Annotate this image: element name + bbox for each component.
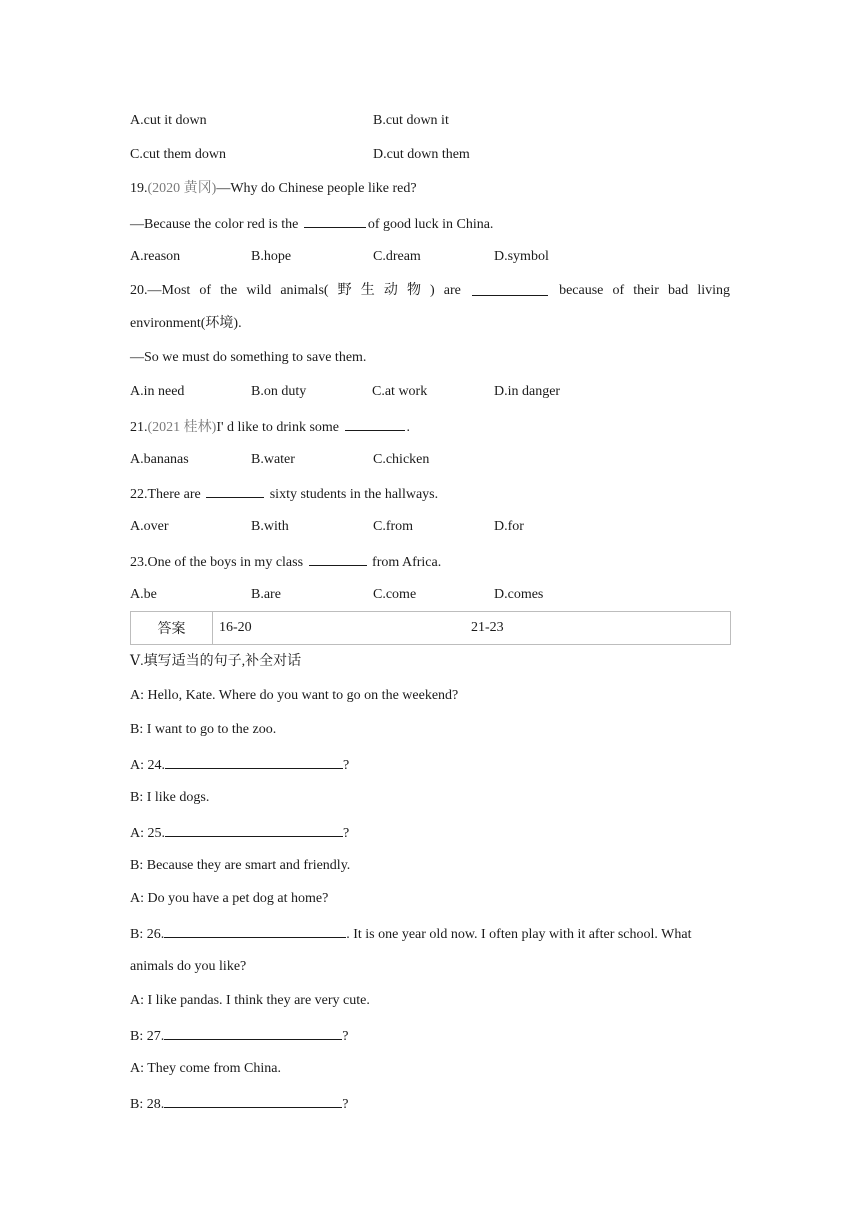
q22-option-d: D.for [494,519,524,534]
section-5-heading: Ⅴ.填写适当的句子,补全对话 [130,654,302,669]
q20-word: 生 [360,283,375,298]
dialog-prefix: B: 28. [130,1097,165,1112]
dialog-suffix: ? [342,1029,349,1044]
dialog-line-28 [130,1093,348,1115]
q19-blank[interactable] [304,213,366,228]
blank-25[interactable] [165,822,343,837]
q21-number: 21. [130,420,148,435]
dialog-line-12: A: They come from China. [130,1061,281,1076]
dialog-line-9: animals do you like? [130,959,247,974]
q20-word: 20.—Most [130,283,191,298]
q20-word: ) [430,283,435,298]
dialog-prefix: B: 26. [130,927,165,942]
q20-blank[interactable] [472,281,548,296]
q22-option-b: B.with [251,519,289,534]
dialog-line-2: B: I want to go to the zoo. [130,722,277,737]
q19-stem [130,179,417,199]
q18-option-b: B.cut down it [373,113,449,128]
dialog-line-27 [130,1025,348,1047]
q20-reply: —So we must do something to save them. [130,350,367,365]
dialog-line-1: A: Hello, Kate. Where do you want to go on the weekend? [130,688,459,703]
blank-24[interactable] [165,754,343,769]
q21-option-b: B.water [251,452,295,467]
q22-option-c: C.from [373,519,414,534]
blank-26[interactable] [164,923,346,938]
dialog-suffix: . It is one year old now. I often play with it after school. What [346,927,692,942]
q23-stem-post: from Africa. [368,555,442,570]
q20-option-b: B.on duty [251,384,307,399]
q20-word: wild [246,283,272,298]
dialog-line-24 [130,754,349,776]
q22-option-a: A.over [130,519,169,534]
q20-word: are [443,283,461,298]
q20-word: of [199,283,212,298]
q20-option-a: A.in need [130,384,185,399]
q20-word: because [559,283,604,298]
q21-option-a: A.bananas [130,452,189,467]
q20-stem [130,281,730,301]
dialog-line-10: A: I like pandas. I think they are very cute. [130,993,370,1008]
dialog-prefix: A: 25. [130,826,165,841]
q19-option-b: B.hope [251,249,292,264]
q18-option-a: A.cut it down [130,113,207,128]
q20-word: their [633,283,659,298]
q22-blank[interactable] [206,483,264,498]
q20-word: animals( [280,283,329,298]
q20-word: 物 [406,283,421,298]
answer-table-label: 答案 [131,612,213,645]
q19-question: —Why do Chinese people like red? [216,181,417,196]
q20-word: the [220,283,238,298]
q22-stem-pre: 22.There are [130,487,205,502]
q22-stem-post: sixty students in the hallways. [266,487,439,502]
blank-27[interactable] [164,1025,342,1040]
q18-option-c: C.cut them down [130,147,227,162]
q19-option-c: C.dream [373,249,421,264]
dialog-line-7: A: Do you have a pet dog at home? [130,891,329,906]
answer-table-cell[interactable] [213,612,731,645]
blank-28[interactable] [164,1093,342,1108]
dialog-suffix: ? [342,1097,349,1112]
q23-option-c: C.come [373,587,417,602]
q19-option-d: D.symbol [494,249,549,264]
q18-option-d: D.cut down them [373,147,470,162]
q21-stem-post: . [406,420,410,435]
dialog-prefix: A: 24. [130,758,165,773]
q19-number: 19. [130,181,148,196]
q19-answer-post: of good luck in China. [367,217,494,232]
q21-stem [130,416,410,438]
q23-stem [130,551,441,573]
q21-blank[interactable] [345,416,405,431]
q20-word: 动 [383,283,398,298]
q20-option-c: C.at work [372,384,428,399]
dialog-line-6: B: Because they are smart and friendly. [130,858,351,873]
dialog-prefix: B: 27. [130,1029,165,1044]
q20-word: of [612,283,625,298]
q19-answer-pre: —Because the color red is the [130,217,302,232]
answer-table [130,611,731,645]
q23-option-a: A.be [130,587,157,602]
q20-word: living [697,283,730,298]
q23-option-b: B.are [251,587,281,602]
q20-word: 野 [337,283,352,298]
answer-range-21-23: 21-23 [471,620,504,635]
dialog-line-4: B: I like dogs. [130,790,210,805]
dialog-suffix: ? [343,826,350,841]
q22-stem [130,483,438,505]
answer-range-16-20: 16-20 [219,620,252,635]
dialog-suffix: ? [343,758,350,773]
q21-source: (2021 桂林) [147,420,217,435]
q23-option-d: D.comes [494,587,544,602]
q23-stem-pre: 23.One of the boys in my class [130,555,307,570]
q23-blank[interactable] [309,551,367,566]
q21-stem-pre: I' d like to drink some [216,420,343,435]
dialog-line-25 [130,822,349,844]
q19-source: (2020 黄冈) [147,181,217,196]
q21-option-c: C.chicken [373,452,430,467]
q20-option-d: D.in danger [494,384,561,399]
dialog-line-26 [130,923,691,945]
q19-option-a: A.reason [130,249,181,264]
q20-word: bad [668,283,689,298]
q20-stem-line2: environment(环境). [130,316,242,331]
q19-answer-line [130,213,493,235]
